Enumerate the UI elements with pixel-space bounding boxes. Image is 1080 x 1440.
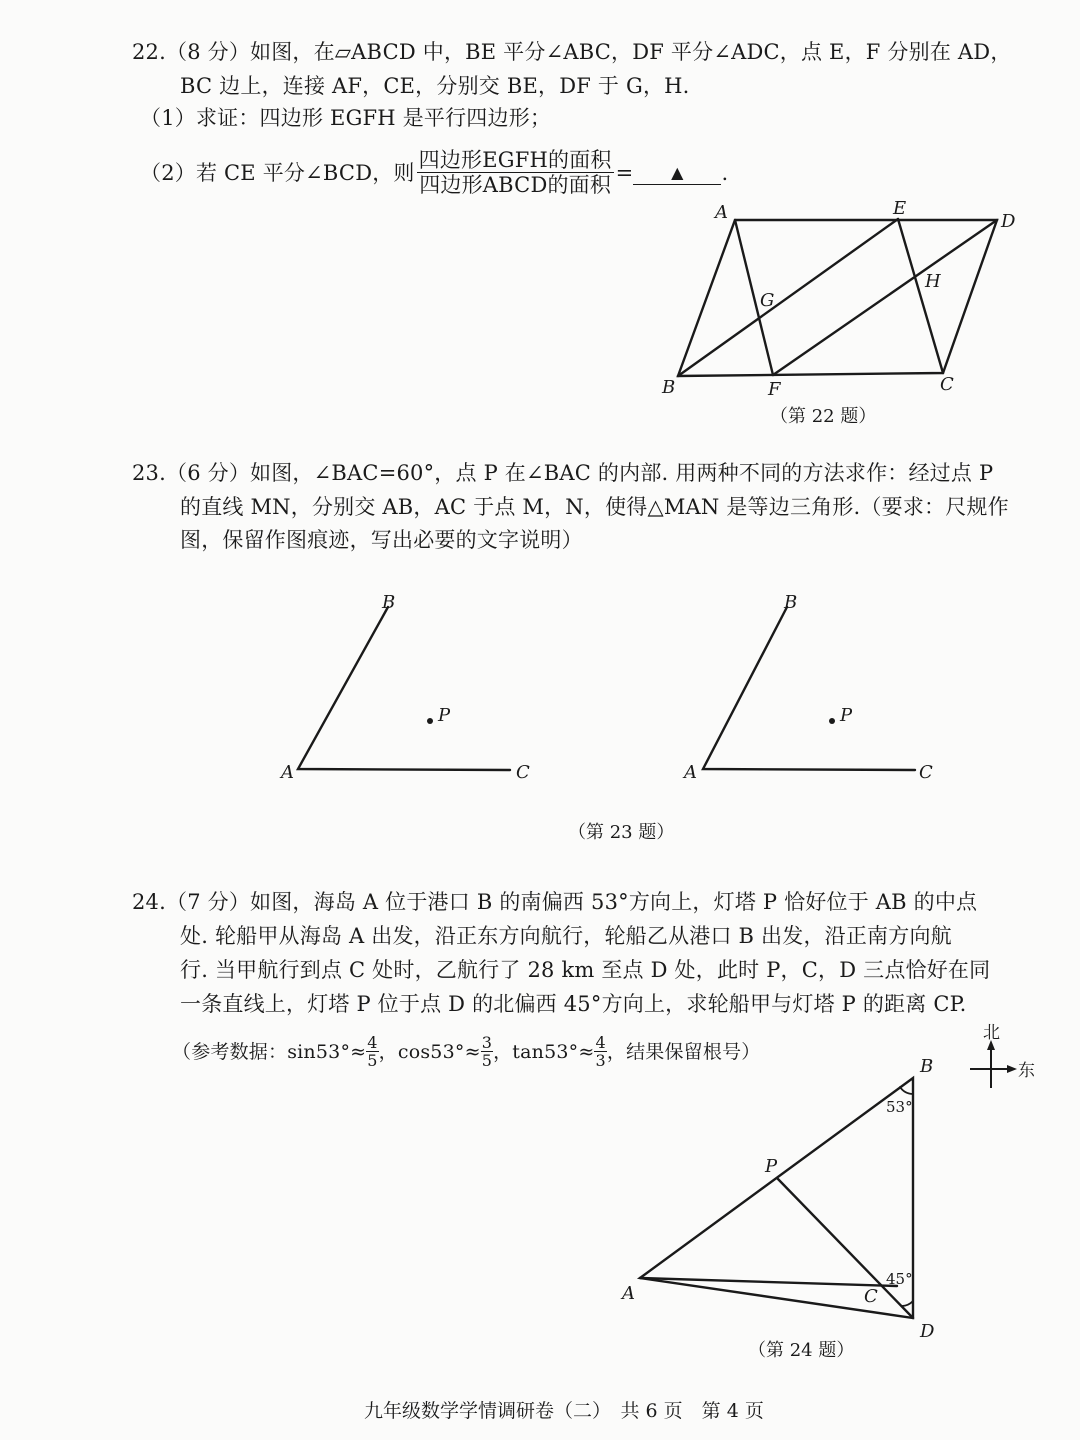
q24-tan-den: 3: [595, 1051, 606, 1070]
q23-point-p-left: [427, 718, 433, 724]
compass-north-label: 北: [983, 1023, 1000, 1043]
q22-label-c: C: [940, 374, 954, 395]
q24-ref-tan: ，tan53°≈: [493, 1040, 595, 1063]
q24-label-c: C: [864, 1286, 878, 1307]
q22-segment-df: [773, 220, 997, 375]
q22-line1: 22.（8 分）如图，在▱ABCD 中，BE 平分∠ABC，DF 平分∠ADC，点 E，F 分别在 AD，: [132, 40, 1012, 64]
q23-left-label-p: P: [438, 705, 451, 726]
q24-segment-pd: [777, 1178, 913, 1318]
q22-blank-mark: ▲: [671, 163, 684, 182]
q22-ratio-denominator: 四边形ABCD的面积: [419, 173, 612, 197]
q22-segment-be: [678, 219, 898, 376]
page-footer: 九年级数学学情调研卷（二） 共 6 页 第 4 页: [364, 1400, 764, 1422]
q24-label-p: P: [765, 1156, 778, 1177]
q22-part2-prefix: （2）若 CE 平分∠BCD，则: [140, 160, 415, 185]
east-arrow-icon: [1007, 1065, 1017, 1073]
q24-ref-suffix: ，结果保留根号）: [606, 1040, 761, 1063]
q24-caption: （第 24 题）: [748, 1340, 855, 1361]
q22-label-f: F: [768, 379, 781, 400]
q24-label-b: B: [920, 1056, 934, 1077]
q24-cos-num: 3: [481, 1033, 493, 1052]
q22-part1: （1）求证：四边形 EGFH 是平行四边形；: [140, 106, 552, 130]
q23-line1: 23.（6 分）如图，∠BAC=60°，点 P 在∠BAC 的内部. 用两种不同的方法求作：经过点 P: [132, 461, 994, 485]
q23-point-p-right: [829, 718, 835, 724]
q22-segment-ce: [898, 219, 943, 373]
compass-icon: [970, 1046, 1011, 1088]
q24-tan-num: 4: [595, 1033, 606, 1052]
q22-ratio-numerator: 四边形EGFH的面积: [418, 148, 612, 172]
q23-right-label-a: A: [684, 762, 697, 783]
q23-right-label-b: B: [784, 592, 798, 613]
q22-equals: =: [615, 160, 634, 185]
q24-figure: [0, 1010, 1080, 1350]
q24-line1: 24.（7 分）如图，海岛 A 位于港口 B 的南偏西 53°方向上，灯塔 P 恰好位于 AB 的中点: [132, 890, 978, 914]
q23-angle-right: [703, 607, 915, 770]
q22-label-e: E: [893, 198, 907, 219]
q24-label-d: D: [920, 1321, 935, 1342]
q23-line3: 图，保留作图痕迹，写出必要的文字说明）: [180, 528, 583, 552]
q24-arc-45: [902, 1301, 913, 1306]
q24-line2: 处. 轮船甲从海岛 A 出发，沿正东方向航行，轮船乙从港口 B 出发，沿正南方向航: [180, 924, 952, 948]
q23-left-label-c: C: [516, 762, 530, 783]
q24-line3: 行. 当甲航行到点 C 处时，乙航行了 28 km 至点 D 处，此时 P，C，D 三点恰好在同: [180, 958, 991, 982]
q24-sin-den: 5: [367, 1051, 378, 1070]
q24-ref-prefix: （参考数据：sin53°≈: [172, 1040, 367, 1063]
q23-left-label-b: B: [382, 592, 396, 613]
q22-label-g: G: [760, 290, 775, 311]
q22-figure: [0, 0, 1080, 440]
q24-line4: 一条直线上，灯塔 P 位于点 D 的北偏西 45°方向上，求轮船甲与灯塔 P 的距离 CP.: [180, 992, 967, 1016]
q22-caption: （第 22 题）: [770, 406, 877, 427]
q22-label-a: A: [715, 202, 728, 223]
q22-line2: BC 边上，连接 AF，CE，分别交 BE，DF 于 G，H.: [180, 74, 690, 98]
q24-angle-53: 53°: [886, 1098, 913, 1116]
q24-ref-cos: ，cos53°≈: [378, 1040, 481, 1063]
q23-angle-left: [298, 607, 510, 770]
q22-label-b: B: [662, 377, 676, 398]
q23-caption: （第 23 题）: [568, 822, 675, 843]
q22-label-h: H: [925, 271, 941, 292]
q22-end-period: .: [721, 160, 729, 185]
compass-east-label: 东: [1018, 1061, 1035, 1081]
q22-parallelogram-abcd: [678, 220, 997, 376]
q23-right-label-p: P: [840, 705, 853, 726]
q23-right-label-c: C: [919, 762, 933, 783]
q24-cos-den: 5: [481, 1051, 493, 1070]
q23-figures: [0, 580, 1080, 800]
q24-sin-num: 4: [367, 1033, 378, 1052]
q23-line2: 的直线 MN，分别交 AB，AC 于点 M，N，使得△MAN 是等边三角形.（要求：尺规作: [180, 495, 1009, 519]
q23-left-label-a: A: [281, 762, 294, 783]
q24-angle-45: 45°: [886, 1270, 913, 1288]
q22-label-d: D: [1001, 211, 1016, 232]
q24-arc-53: [900, 1087, 913, 1094]
q24-label-a: A: [622, 1283, 635, 1304]
